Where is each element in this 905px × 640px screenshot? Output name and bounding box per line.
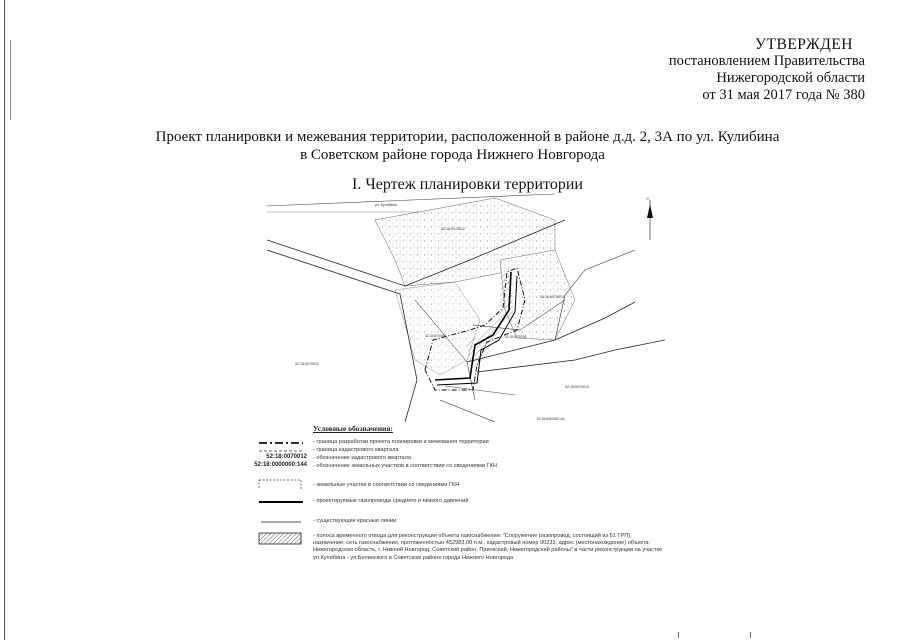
dashed-rectangle-icon bbox=[255, 479, 307, 489]
quarter-code: 52:18:0070012 bbox=[266, 454, 307, 460]
title-line-1: Проект планировки и межевания территории, расположенной в районе д.д. 2, 3А по ул. Кулибина bbox=[155, 129, 780, 145]
parcel-label: 52:18:0000000:144 bbox=[537, 417, 565, 421]
quarter-label: 52:18:0070011 bbox=[295, 362, 319, 366]
quarter-label: 52:18:0070012 bbox=[441, 227, 465, 231]
thick-line-icon bbox=[255, 497, 307, 507]
legend-text: - существующие красные линии bbox=[313, 518, 397, 524]
legend-item bbox=[255, 497, 675, 507]
quarter-label: 52:18:0070010 bbox=[565, 385, 589, 389]
north-label: С bbox=[646, 196, 650, 201]
section-heading: I. Чертеж планировки территории bbox=[352, 176, 583, 193]
quarter-label: 52:18:0070013 bbox=[540, 295, 564, 299]
quarter-boundary bbox=[267, 250, 417, 422]
thin-line-icon bbox=[255, 517, 307, 527]
legend-item bbox=[255, 462, 675, 472]
legend-item bbox=[255, 532, 675, 582]
scan-edge bbox=[4, 0, 5, 640]
approval-line: Нижегородской области bbox=[716, 70, 865, 86]
title-line-2: в Советском районе города Нижнего Новгорода bbox=[300, 147, 605, 163]
planning-drawing bbox=[255, 190, 665, 422]
approval-stamp bbox=[669, 36, 865, 104]
legend-item bbox=[255, 479, 675, 489]
hatched-rectangle-icon bbox=[255, 532, 307, 546]
scan-edge-mark bbox=[678, 632, 679, 638]
document-title bbox=[0, 128, 905, 164]
scan-edge-mark bbox=[750, 632, 751, 638]
legend-title: Условные обозначения: bbox=[313, 424, 393, 433]
approval-line: постановлением Правительства bbox=[668, 53, 865, 69]
legend-text: - полоса временного отвода для реконструкции объекта газоснабжения: "Сооружение (газопровод, состоящий из 51 ГРП), назначение: сеть газоснабжения, протяженностью 452983,00 п.м., кадастровый номер 90233, адрес (местонахождение) объекта: Нижегородская область, г. Нижний Новгород, Советский район, Приокский, Нижегородский районы" в части реконструкции на участке ул.Кулибина - ул.Белинского в Советском районе города Нижнего Новгорода bbox=[313, 533, 663, 561]
scan-edge-mark bbox=[10, 40, 11, 120]
north-arrow-icon bbox=[647, 196, 654, 240]
legend-text: - граница кадастрового квартала bbox=[313, 447, 399, 453]
legend-text: - проектируемые газопроводы среднего и низкого давлений bbox=[313, 498, 469, 504]
quarter-boundary bbox=[477, 340, 665, 372]
legend-text: - граница разработки проекта планировки и межевания территории bbox=[313, 439, 489, 445]
legend-text: - обозначение кадастрового квартала bbox=[313, 455, 412, 461]
approval-date: от 31 мая 2017 года № 380 bbox=[702, 87, 865, 103]
legend-text: - обозначение земельных участков в соответствии со сведениями ГКН bbox=[313, 463, 497, 469]
legend-text: - земельные участки в соответствии со сведениями ГКН bbox=[313, 482, 460, 488]
quarter-label: 52:18:0070008 bbox=[505, 335, 527, 339]
quarter-boundary bbox=[440, 400, 495, 422]
legend-item bbox=[255, 517, 675, 527]
quarter-label: 52:18:0070009 bbox=[425, 334, 447, 338]
approval-heading: УТВЕРЖДЕН bbox=[755, 36, 853, 53]
urban-block bbox=[395, 282, 480, 375]
parcel-code: 52:18:0000000:144 bbox=[254, 462, 307, 468]
street-label: ул. Кулибина bbox=[375, 203, 397, 207]
